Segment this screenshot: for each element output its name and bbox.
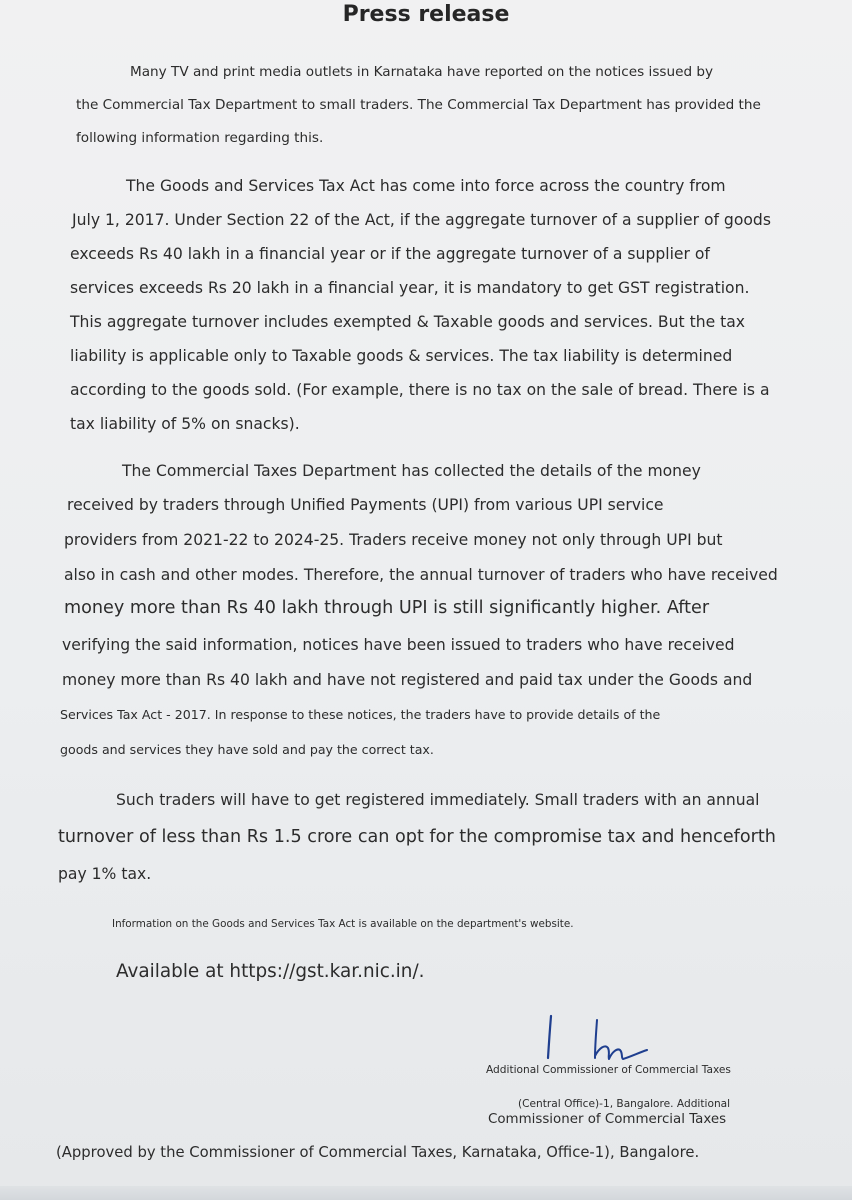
paragraph-1-line: following information regarding this. bbox=[76, 130, 324, 146]
paragraph-2-line: exceeds Rs 40 lakh in a financial year or if the aggregate turnover of a supplier of bbox=[70, 245, 710, 263]
approval-footer: (Approved by the Commissioner of Commercial Taxes, Karnataka, Office-1), Bangalore. bbox=[56, 1144, 700, 1161]
paragraph-4-line: turnover of less than Rs 1.5 crore can opt for the compromise tax and henceforth bbox=[58, 827, 776, 847]
paragraph-2-line: tax liability of 5% on snacks). bbox=[70, 415, 300, 433]
signature-line-3: Commissioner of Commercial Taxes bbox=[488, 1112, 727, 1127]
signature-line-2: (Central Office)-1, Bangalore. Additional bbox=[518, 1098, 731, 1110]
paragraph-2-line: according to the goods sold. (For example, there is no tax on the sale of bread. There is a bbox=[70, 381, 770, 399]
paragraph-3-line: money more than Rs 40 lakh and have not registered and paid tax under the Goods and bbox=[62, 671, 753, 689]
paragraph-2-line: July 1, 2017. Under Section 22 of the Act, if the aggregate turnover of a supplier of goods bbox=[72, 211, 771, 229]
paragraph-2-line: liability is applicable only to Taxable goods & services. The tax liability is determined bbox=[70, 347, 733, 365]
paragraph-3-line: goods and services they have sold and pay the correct tax. bbox=[60, 742, 434, 757]
page-bottom-edge bbox=[0, 1186, 852, 1200]
document-title: Press release bbox=[342, 2, 510, 27]
handwritten-signature bbox=[535, 1012, 655, 1067]
signature-line-1: Additional Commissioner of Commercial Taxes bbox=[486, 1064, 731, 1076]
paragraph-3-line: received by traders through Unified Payments (UPI) from various UPI service bbox=[67, 496, 664, 514]
paragraph-1-line: the Commercial Tax Department to small traders. The Commercial Tax Department has provided the bbox=[76, 97, 761, 113]
paragraph-3-line: The Commercial Taxes Department has collected the details of the money bbox=[122, 462, 701, 480]
website-note: Information on the Goods and Services Tax Act is available on the department's website. bbox=[112, 918, 574, 930]
paragraph-3-line: also in cash and other modes. Therefore, the annual turnover of traders who have received bbox=[64, 566, 778, 584]
paragraph-3-line: Services Tax Act - 2017. In response to these notices, the traders have to provide details of the bbox=[60, 707, 661, 722]
paragraph-4-line: pay 1% tax. bbox=[58, 865, 152, 883]
website-link[interactable]: Available at https://gst.kar.nic.in/. bbox=[116, 961, 425, 982]
paragraph-1-line: Many TV and print media outlets in Karnataka have reported on the notices issued by bbox=[130, 64, 714, 80]
paragraph-2-line: services exceeds Rs 20 lakh in a financial year, it is mandatory to get GST registration. bbox=[70, 279, 750, 297]
paragraph-3-line: verifying the said information, notices have been issued to traders who have received bbox=[62, 636, 735, 654]
paragraph-2-line: This aggregate turnover includes exempted & Taxable goods and services. But the tax bbox=[70, 313, 746, 331]
paragraph-3-line: money more than Rs 40 lakh through UPI is still significantly higher. After bbox=[64, 598, 710, 618]
paragraph-2-line: The Goods and Services Tax Act has come into force across the country from bbox=[126, 177, 726, 195]
paragraph-3-line: providers from 2021-22 to 2024-25. Traders receive money not only through UPI but bbox=[64, 531, 723, 549]
paragraph-4-line: Such traders will have to get registered immediately. Small traders with an annual bbox=[116, 791, 760, 809]
